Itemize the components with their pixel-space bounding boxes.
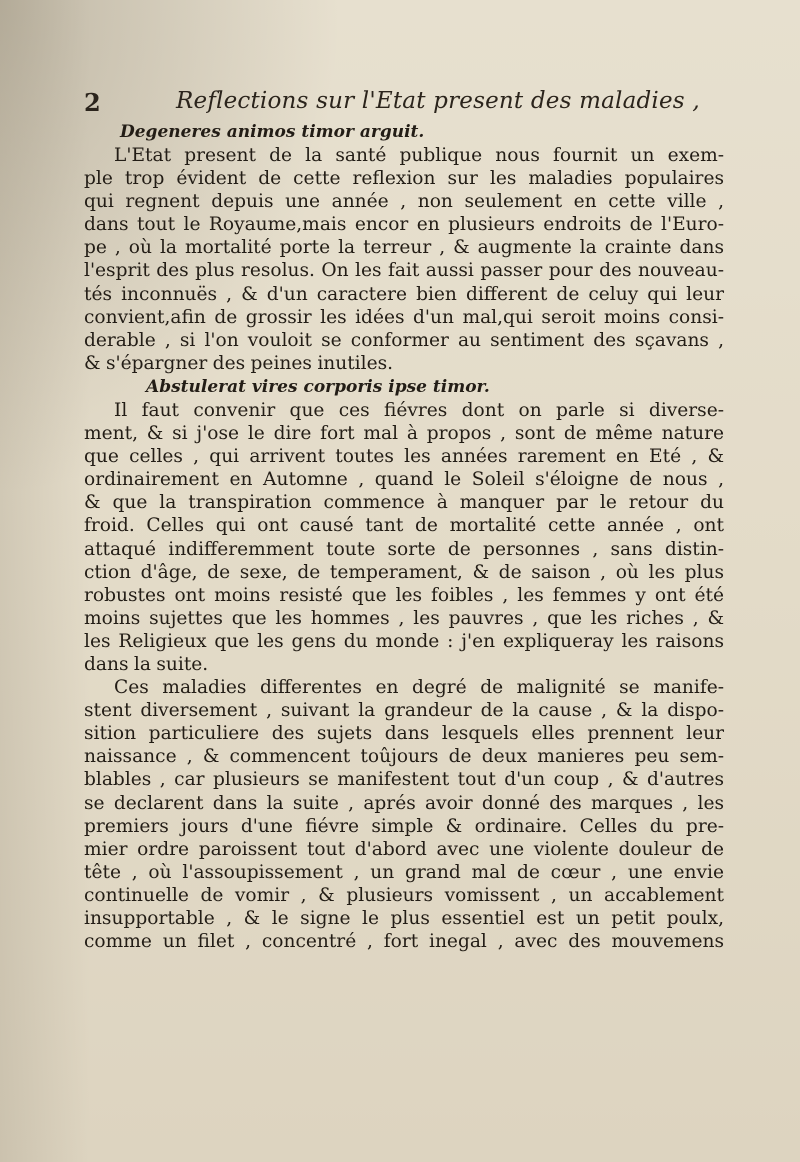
text-line: premiers jours d'une fiévre simple & ordinaire. Celles du pre- bbox=[84, 815, 724, 837]
text-line: stent diversement , suivant la grandeur de la cause , & la dispo- bbox=[84, 700, 724, 722]
latin-motto-2: Abstulerat vires corporis ipse timor. bbox=[146, 376, 490, 397]
text-line: qui regnent depuis une année , non seulement en cette ville , bbox=[84, 191, 724, 213]
text-line: se declarent dans la suite , aprés avoir donné des marques , les bbox=[84, 792, 724, 814]
text-line: sition particuliere des sujets dans lesquels elles prennent leur bbox=[84, 723, 724, 745]
body-text bbox=[84, 120, 724, 953]
text-line: ction d'âge, de sexe, de temperament, & de saison , où les plus bbox=[84, 561, 724, 583]
text-line: blables , car plusieurs se manifestent tout d'un coup , & d'autres bbox=[84, 769, 724, 791]
text-line: & s'épargner des peines inutiles. bbox=[84, 352, 394, 374]
text-line: convient,afin de grossir les idées d'un mal,qui seroit moins consi- bbox=[84, 306, 724, 328]
page-number: 2 bbox=[84, 88, 101, 117]
text-line: moins sujettes que les hommes , les pauvres , que les riches , & bbox=[84, 607, 724, 629]
text-line: dans la suite. bbox=[84, 653, 209, 675]
text-line: mier ordre paroissent tout d'abord avec une violente douleur de bbox=[84, 838, 724, 860]
latin-motto-1: Degeneres animos timor arguit. bbox=[120, 122, 425, 142]
text-line: insupportable , & le signe le plus essentiel est un petit poulx, bbox=[84, 908, 724, 929]
text-line: dans tout le Royaume,mais encor en plusieurs endroits de l'Euro- bbox=[84, 214, 724, 236]
text-line: robustes ont moins resisté que les foibles , les femmes y ont été bbox=[84, 584, 724, 606]
running-title: Reflections sur l'Etat present des maladies , bbox=[176, 88, 700, 114]
text-line: ordinairement en Automne , quand le Soleil s'éloigne de nous , bbox=[84, 469, 724, 491]
text-line: ment, & si j'ose le dire fort mal à propos , sont de même nature bbox=[84, 423, 724, 445]
text-line: l'esprit des plus resolus. On les fait aussi passer pour des nouveau- bbox=[84, 260, 724, 282]
text-line: L'Etat present de la santé publique nous fournit un exem- bbox=[114, 145, 724, 166]
text-line: continuelle de vomir , & plusieurs vomissent , un accablement bbox=[84, 884, 724, 906]
text-line: que celles , qui arrivent toutes les années rarement en Eté , & bbox=[84, 446, 724, 468]
text-line: comme un filet , concentré , fort inegal , avec des mouvemens bbox=[84, 931, 724, 953]
text-line: derable , si l'on vouloit se conformer au sentiment des sçavans , bbox=[84, 329, 724, 351]
running-head bbox=[84, 88, 724, 118]
text-line: tés inconnuës , & d'un caractere bien different de celuy qui leur bbox=[84, 283, 724, 305]
text-line: Il faut convenir que ces fiévres dont on parle si diverse- bbox=[114, 399, 724, 421]
text-line: naissance , & commencent toûjours de deux manieres peu sem- bbox=[84, 746, 724, 768]
paragraph-2 bbox=[84, 399, 724, 676]
text-line: pe , où la mortalité porte la terreur , & augmente la crainte dans bbox=[84, 237, 724, 259]
text-line: ple trop évident de cette reflexion sur les maladies populaires bbox=[84, 168, 724, 190]
text-line: Ces maladies differentes en degré de malignité se manife- bbox=[114, 677, 724, 699]
text-line: froid. Celles qui ont causé tant de mortalité cette année , ont bbox=[84, 515, 724, 537]
text-line: tête , où l'assoupissement , un grand mal de cœur , une envie bbox=[84, 861, 724, 883]
text-line: & que la transpiration commence à manquer par le retour du bbox=[84, 492, 724, 514]
text-line: attaqué indifferemment toute sorte de personnes , sans distin- bbox=[84, 538, 724, 560]
paragraph-3 bbox=[84, 676, 724, 953]
paragraph-1 bbox=[84, 144, 724, 375]
text-line: les Religieux que les gens du monde : j'en expliqueray les raisons bbox=[84, 630, 724, 652]
